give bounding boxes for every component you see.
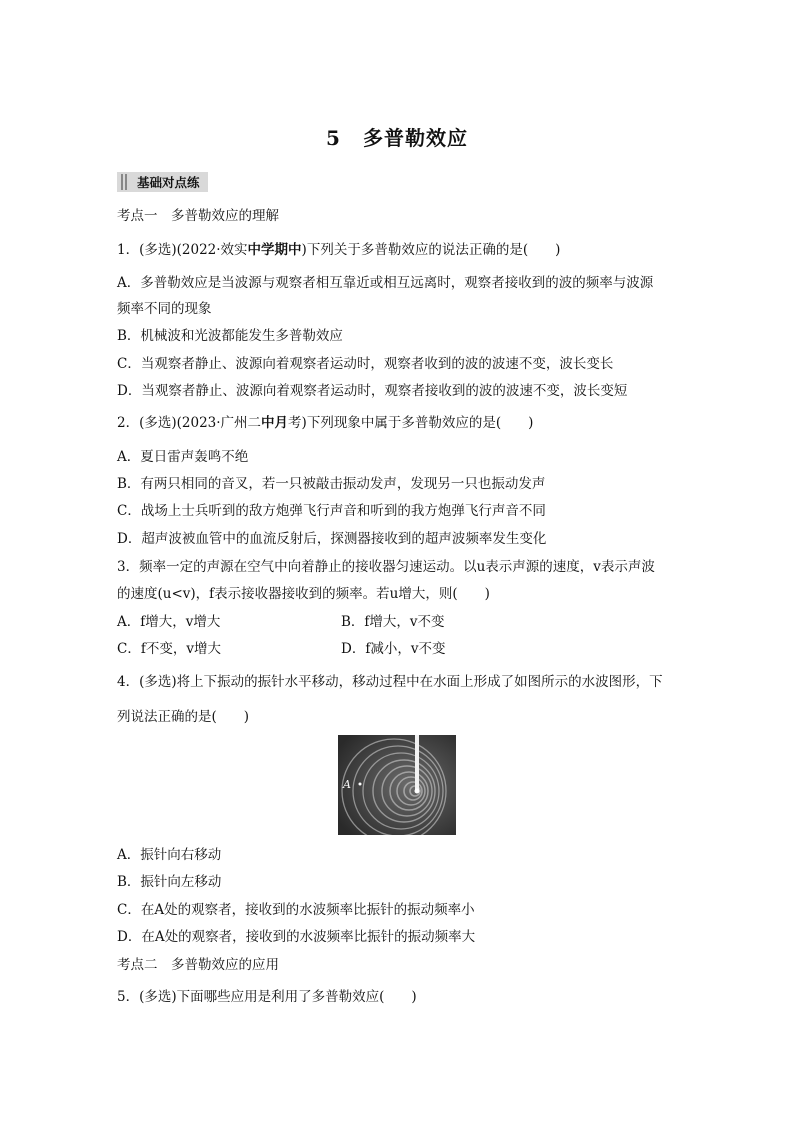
page-title bbox=[0, 122, 794, 151]
water-wave-figure bbox=[338, 735, 456, 835]
q1-stem-a: 1．(多选)(2022·效实 bbox=[117, 242, 248, 258]
q3-options-row1 bbox=[117, 613, 445, 631]
q2-option-b: B．有两只相同的音叉，若一只被敲击振动发声，发现另一只也振动发声 bbox=[117, 476, 546, 492]
q2-stem-b: 中月 bbox=[261, 415, 289, 431]
q1-option-d: D．当观察者静止、波源向着观察者运动时，观察者接收到的波的波速不变，波长变短 bbox=[117, 383, 628, 399]
q3-stem-line2: 的速度(u<v)，f表示接收器接收到的频率。若u增大，则( ) bbox=[117, 586, 490, 602]
topic-2-heading: 考点二 多普勒效应的应用 bbox=[117, 957, 279, 973]
q1-option-c: C．当观察者静止、波源向着观察者运动时，观察者收到的波的波速不变，波长变长 bbox=[117, 356, 614, 372]
q2-option-a: A．夏日雷声轰鸣不绝 bbox=[117, 449, 249, 465]
q5-stem: 5．(多选)下面哪些应用是利用了多普勒效应( ) bbox=[117, 989, 417, 1005]
q3-options-row2 bbox=[117, 640, 446, 658]
section-bars-icon bbox=[121, 174, 129, 190]
q3-option-b: B．f增大，v不变 bbox=[341, 614, 445, 630]
q1-stem-c: )下列关于多普勒效应的说法正确的是( ) bbox=[301, 242, 561, 258]
q4-stem-line1: 4．(多选)将上下振动的振针水平移动，移动过程中在水面上形成了如图所示的水波图形，下 bbox=[117, 674, 663, 690]
q4-stem-line2: 列说法正确的是( ) bbox=[117, 709, 250, 725]
q4-option-a: A．振针向右移动 bbox=[117, 847, 222, 863]
section-tag bbox=[117, 172, 208, 192]
q2-stem-c: 考)下列现象中属于多普勒效应的是( ) bbox=[288, 415, 534, 431]
q1-stem bbox=[117, 241, 560, 259]
q4-option-d: D．在A处的观察者，接收到的水波频率比振针的振动频率大 bbox=[117, 929, 476, 945]
q3-stem-line1: 3．频率一定的声源在空气中向着静止的接收器匀速运动。以u表示声源的速度，v表示声波 bbox=[117, 559, 655, 575]
q1-option-a-line2: 频率不同的现象 bbox=[117, 301, 212, 317]
q2-option-d: D．超声波被血管中的血流反射后，探测器接收到的超声波频率发生变化 bbox=[117, 531, 547, 547]
q1-option-b: B．机械波和光波都能发生多普勒效应 bbox=[117, 328, 343, 344]
water-wave-image bbox=[338, 735, 456, 835]
title-text: 多普勒效应 bbox=[362, 126, 468, 150]
q3-option-a: A．f增大，v增大 bbox=[117, 614, 221, 630]
section-label: 基础对点练 bbox=[137, 175, 200, 190]
q2-stem bbox=[117, 414, 533, 432]
q1-stem-b: 中学期中 bbox=[247, 242, 302, 258]
topic-1-heading: 考点一 多普勒效应的理解 bbox=[117, 208, 279, 224]
q1-option-a-line1: A．多普勒效应是当波源与观察者相互靠近或相互远离时，观察者接收到的波的频率与波源 bbox=[117, 275, 654, 291]
q2-option-c: C．战场上士兵听到的敌方炮弹飞行声音和听到的我方炮弹飞行声音不同 bbox=[117, 503, 546, 519]
q4-option-c: C．在A处的观察者，接收到的水波频率比振针的振动频率小 bbox=[117, 902, 475, 918]
q3-option-c: C．f不变，v增大 bbox=[117, 641, 221, 657]
title-number: 5 bbox=[326, 126, 341, 150]
figure-point-label: A bbox=[343, 778, 351, 791]
q4-option-b: B．振针向左移动 bbox=[117, 874, 222, 890]
q3-option-d: D．f减小，v不变 bbox=[341, 641, 446, 657]
q2-stem-a: 2．(多选)(2023·广州二 bbox=[117, 415, 262, 431]
